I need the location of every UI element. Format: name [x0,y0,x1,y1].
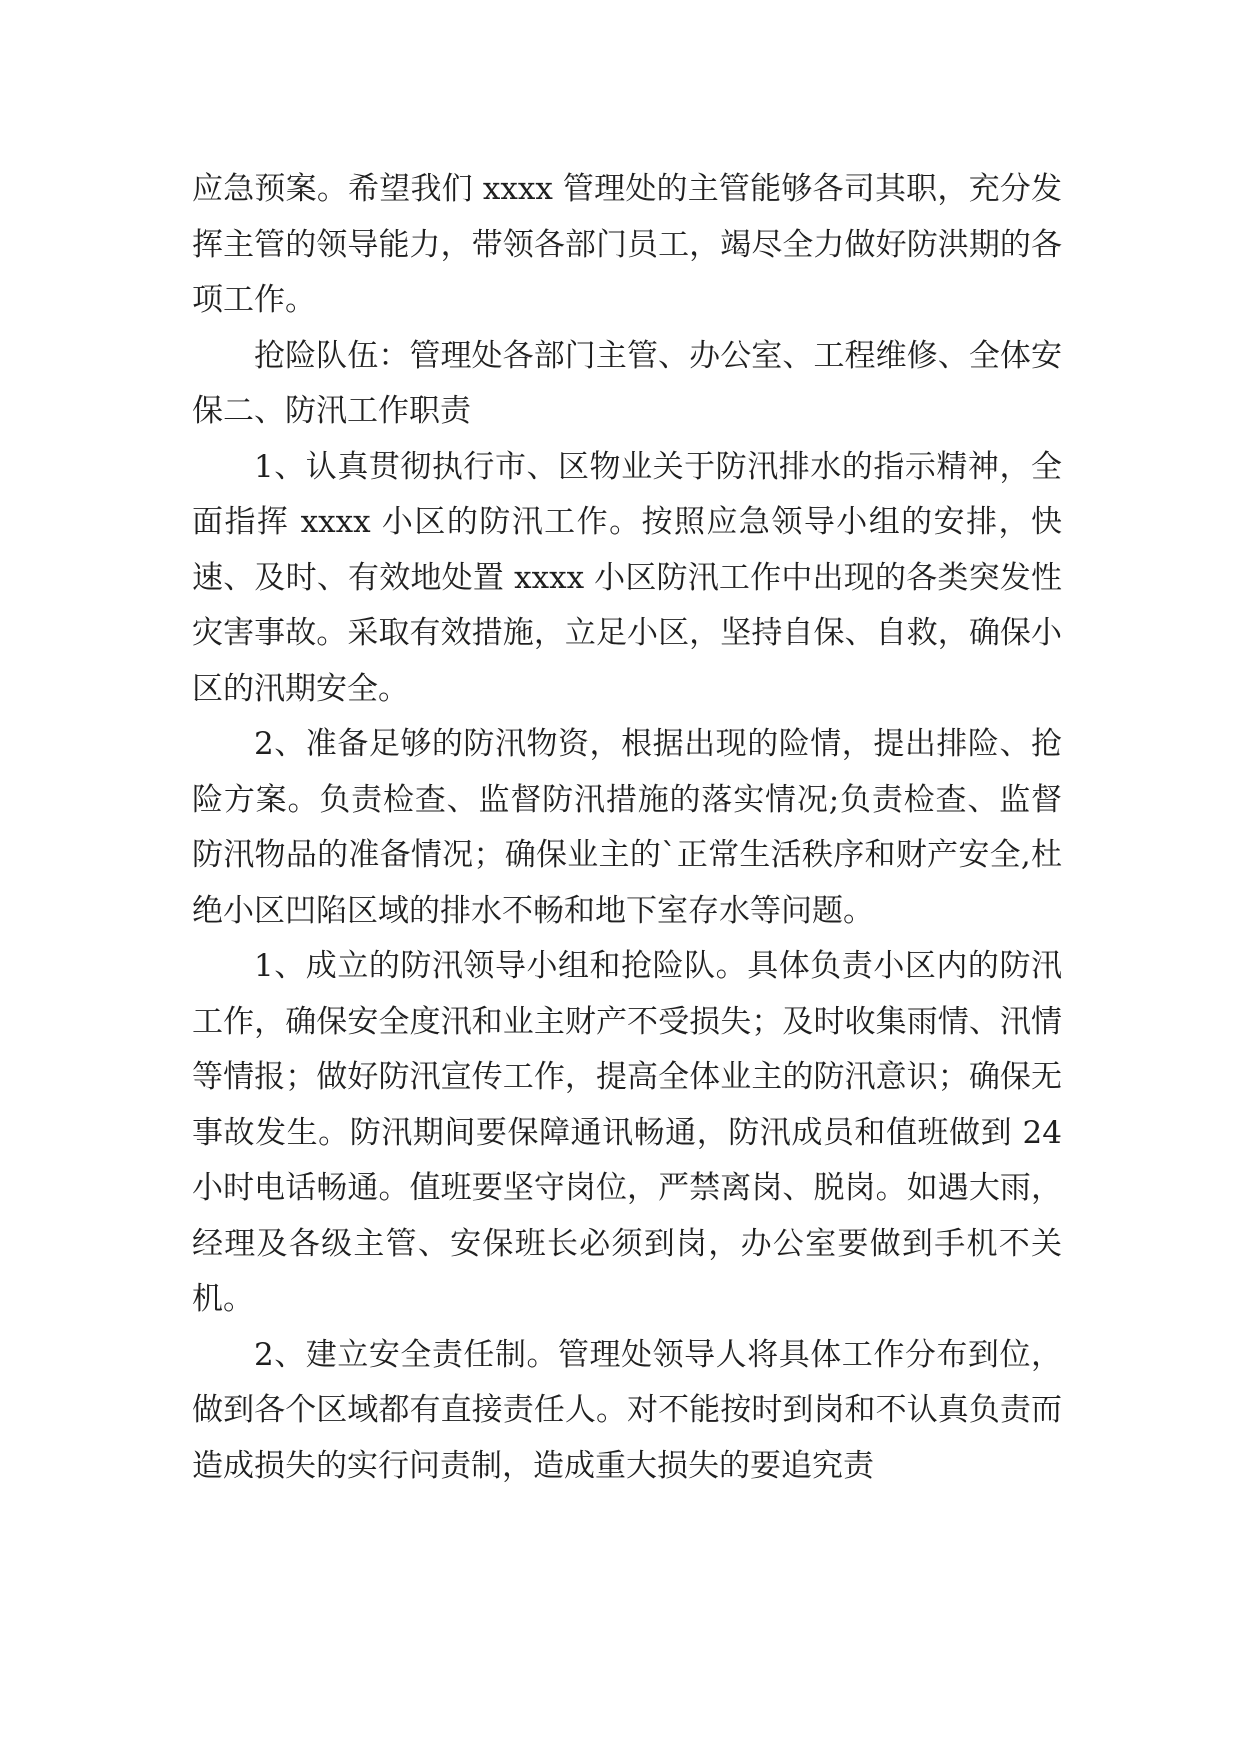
paragraph-6: 2、建立安全责任制。管理处领导人将具体工作分布到位，做到各个区域都有直接责任人。对不能按时到岗和不认真负责而造成损失的实行问责制，造成重大损失的要追究责 [192,1336,1062,1484]
paragraph-4: 2、准备足够的防汛物资，根据出现的险情，提出排险、抢险方案。负责检查、监督防汛措施的落实情况;负责检查、监督防汛物品的准备情况；确保业主的`正常生活秩序和财产安全,杜绝小区凹陷区域的排水不畅和地下室存水等问题。 [192,726,1062,929]
paragraph-5: 1、成立的防汛领导小组和抢险队。具体负责小区内的防汛工作，确保安全度汛和业主财产不受损失；及时收集雨情、汛情等情报；做好防汛宣传工作，提高全体业主的防汛意识；确保无事故发生。防汛期间要保障通讯畅通，防汛成员和值班做到 24 小时电话畅通。值班要坚守岗位，严禁离岗、脱岗。如遇大雨，经理及各级主管、安保班长必须到岗，办公室要做到手机不关机。 [192,948,1062,1317]
paragraph-3: 1、认真贯彻执行市、区物业关于防汛排水的指示精神，全面指挥 xxxx 小区的防汛工作。按照应急领导小组的安排，快速、及时、有效地处置 xxxx 小区防汛工作中出现的各类突发性灾害事故。采取有效措施，立足小区，坚持自保、自救，确保小区的汛期安全。 [192,448,1062,707]
paragraph-1: 应急预案。希望我们 xxxx 管理处的主管能够各司其职，充分发挥主管的领导能力，带领各部门员工，竭尽全力做好防洪期的各项工作。 [192,171,1062,318]
paragraph-2: 抢险队伍：管理处各部门主管、办公室、工程维修、全体安保二、防汛工作职责 [192,337,1062,429]
document-body [192,162,1062,1494]
